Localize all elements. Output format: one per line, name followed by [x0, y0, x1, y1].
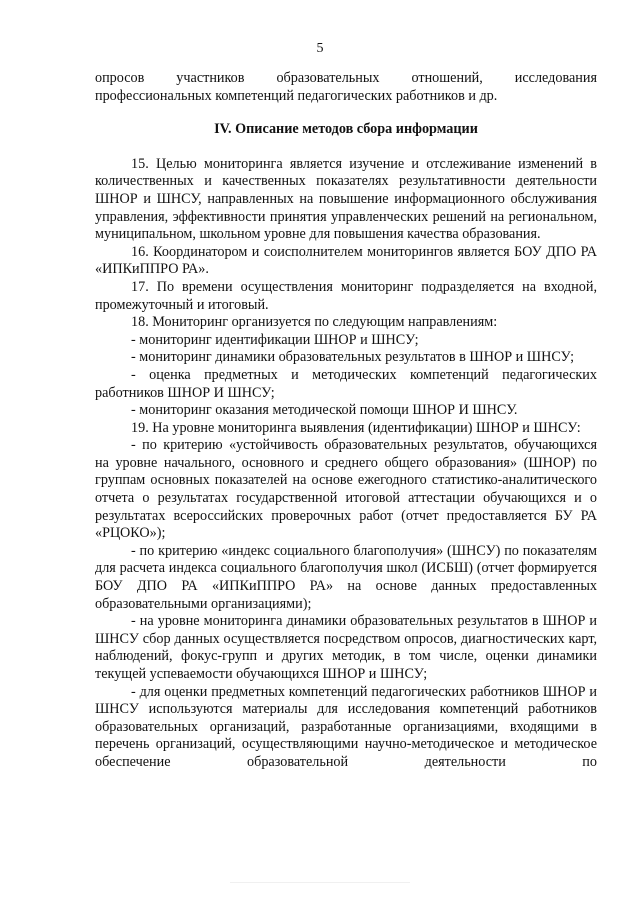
paragraph-15: 15. Целью мониторинга является изучение и отслеживание изменений в количественных и качественных показателях результативности деятельности ШНОР и ШНСУ, направленных на повышение информационного обслуживания управления, эффективности принятия управленческих решений на региональном, муниципальном, школьном уровне для повышения качества образования.: [95, 155, 597, 243]
paragraph-17: 17. По времени осуществления мониторинг подразделяется на входной, промежуточный и итоговый.: [95, 278, 597, 313]
section-heading: IV. Описание методов сбора информации: [214, 121, 478, 138]
list-item-subject-competence: - для оценки предметных компетенций педагогических работников ШНОР и ШНСУ используются материалы для исследования компетенций работников образовательных организаций, разработанные организациями, входящими в перечень организаций, осуществляющими научно-методическое и методическое обеспечение образовательной деятельности по: [95, 683, 597, 770]
list-item-dynamics: - мониторинг динамики образовательных результатов в ШНОР и ШНСУ;: [131, 349, 575, 366]
list-item-dynamics-monitoring: - на уровне мониторинга динамики образовательных результатов в ШНОР и ШНСУ сбор данных осуществляется посредством опросов, диагностических карт, наблюдений, фокус-групп и других методик, в том числе, оценки динамики текущей успеваемости обучающихся ШНОР и ШНСУ;: [95, 613, 597, 682]
list-item-criterion-social-index: - по критерию «индекс социального благополучия» (ШНСУ) по показателям для расчета индекса социального благополучия школ (ИСБШ) (отчет формируется БОУ ДПО РА «ИПКиППРО РА» на основе данных предоставленных образовательными организациями);: [95, 542, 597, 612]
paragraph-16: 16. Координатором и соисполнителем мониторингов является БОУ ДПО РА «ИПКиППРО РА».: [95, 243, 597, 278]
list-item-identification: - мониторинг идентификации ШНОР и ШНСУ;: [131, 331, 419, 348]
scan-artifact: [230, 882, 410, 883]
page-number: 5: [316, 41, 324, 56]
paragraph-19: 19. На уровне мониторинга выявления (идентификации) ШНОР и ШНСУ:: [131, 419, 581, 436]
list-item-competence: - оценка предметных и методических компетенций педагогических работников ШНОР И ШНСУ;: [95, 366, 597, 401]
list-item-criterion-stability: - по критерию «устойчивость образовательных результатов, обучающихся на уровне начального, основного и среднего общего образования» (ШНОР) по группам основных показателей на основе ежегодного статистико-аналитического отчета о результатах государственной итоговой аттестации обучающихся и о результатах всероссийских проверочных работ (отчет предоставляется БУ РА «РЦОКО»);: [95, 437, 597, 542]
document-body: [95, 70, 597, 772]
list-item-methodical-help: - мониторинг оказания методической помощи ШНОР И ШНСУ.: [131, 402, 518, 419]
intro-paragraph: опросов участников образовательных отношений, исследования профессиональных компетенций педагогических работников и др.: [95, 70, 597, 104]
paragraph-18: 18. Мониторинг организуется по следующим направлениям:: [131, 314, 498, 331]
